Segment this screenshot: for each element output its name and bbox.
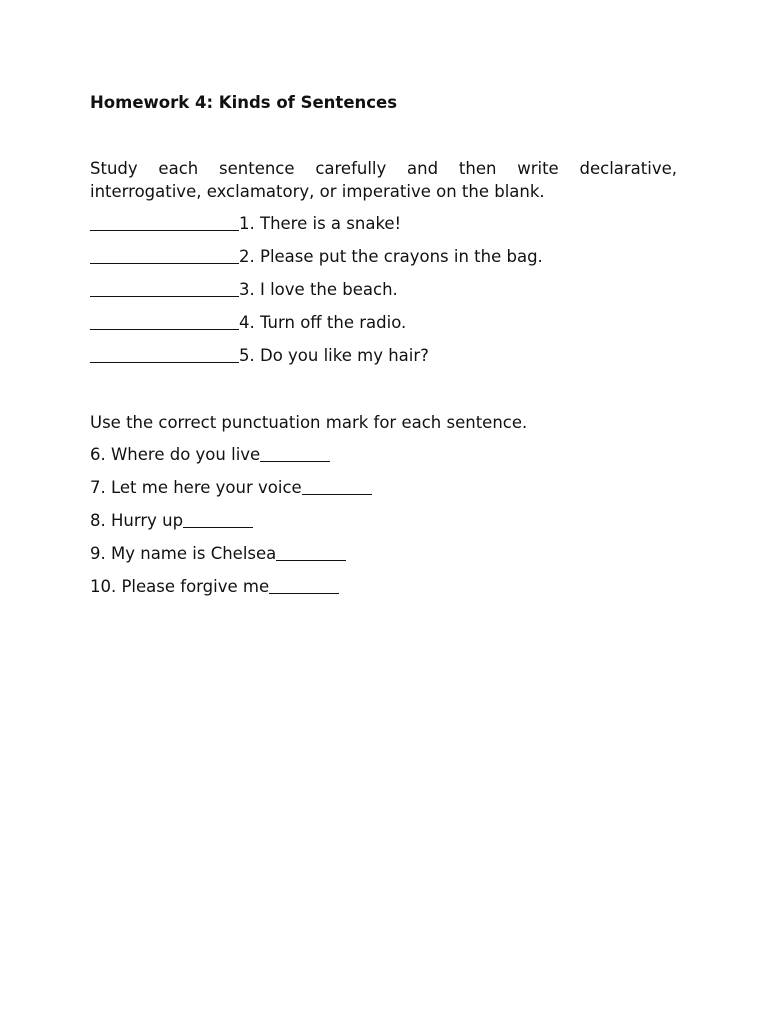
punctuation-blank[interactable] — [260, 444, 330, 462]
punctuation-blank[interactable] — [276, 543, 346, 561]
part2-item-9 — [90, 543, 677, 565]
part2-item-text: 6. Where do you live — [90, 445, 261, 464]
punctuation-blank[interactable] — [269, 576, 339, 594]
worksheet-page — [90, 92, 677, 598]
part2-item-10 — [90, 576, 677, 598]
worksheet-title: Homework 4: Kinds of Sentences — [90, 93, 398, 112]
answer-blank[interactable] — [90, 279, 239, 297]
part2-instructions: Use the correct punctuation mark for each sentence. — [90, 413, 528, 432]
part1-item-3 — [90, 279, 677, 301]
part1-item-1 — [90, 213, 677, 235]
part2-item-6 — [90, 444, 677, 466]
answer-blank[interactable] — [90, 312, 239, 330]
part1-item-4 — [90, 312, 677, 334]
answer-blank[interactable] — [90, 213, 239, 231]
answer-blank[interactable] — [90, 246, 239, 264]
answer-blank[interactable] — [90, 345, 239, 363]
part2-item-text: 10. Please forgive me — [90, 577, 270, 596]
part2-item-text: 8. Hurry up — [90, 511, 184, 530]
part1-item-text: 2. Please put the crayons in the bag. — [239, 247, 543, 266]
part1-item-text: 3. I love the beach. — [239, 280, 398, 299]
part2-item-8 — [90, 510, 677, 532]
part1-item-text: 5. Do you like my hair? — [239, 346, 429, 365]
part1-instructions: Study each sentence carefully and then write declarative, interrogative, exclamatory, or imperative on the blank. — [90, 159, 677, 201]
punctuation-blank[interactable] — [183, 510, 253, 528]
part2-item-text: 9. My name is Chelsea — [90, 544, 277, 563]
part1-item-5 — [90, 345, 677, 367]
punctuation-blank[interactable] — [302, 477, 372, 495]
part1-item-text: 1. There is a snake! — [239, 214, 402, 233]
part1-item-2 — [90, 246, 677, 268]
part1-item-text: 4. Turn off the radio. — [239, 313, 407, 332]
part2-item-text: 7. Let me here your voice — [90, 478, 302, 497]
part2-item-7 — [90, 477, 677, 499]
